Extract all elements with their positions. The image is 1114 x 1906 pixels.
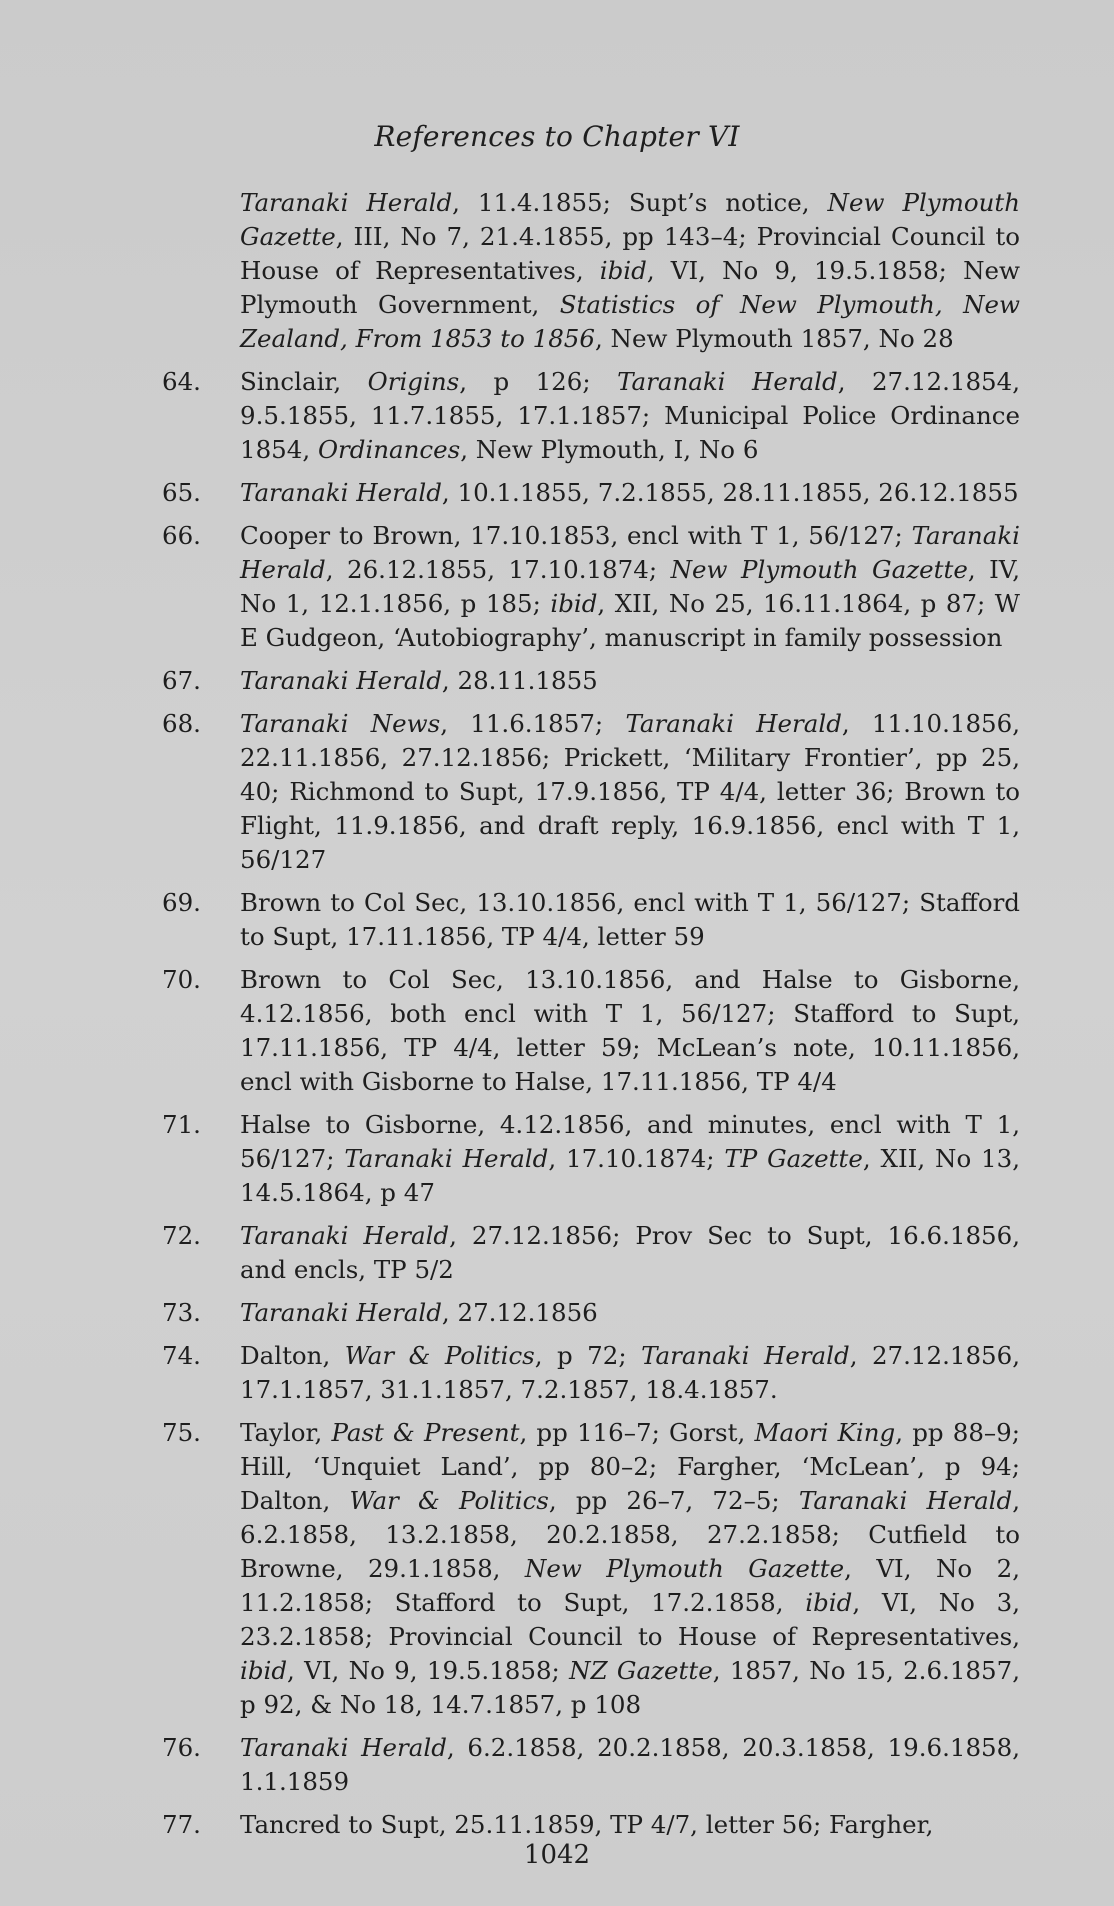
reference-item xyxy=(162,664,1020,698)
reference-text: Taranaki Herald, 28.11.1855 xyxy=(240,666,598,695)
reference-list xyxy=(162,186,1020,1851)
reference-item xyxy=(162,1108,1020,1210)
reference-item xyxy=(162,365,1020,467)
reference-text: Taranaki News, 11.6.1857; Taranaki Herald, 11.10.1856, 22.11.1856, 27.12.1856; Prickett, ‘Military Frontier’, pp 25, 40; Richmond to Supt, 17.9.1856, TP 4/4, letter 36; Brown to Flight, 11.9.1856, and draft reply, 16.9.1856, encl with T 1, 56/127 xyxy=(240,709,1020,874)
page-number: 1042 xyxy=(523,1840,591,1870)
reference-item xyxy=(162,476,1020,510)
reference-number: 68. xyxy=(162,709,201,738)
reference-item xyxy=(162,1339,1020,1407)
reference-number: 74. xyxy=(162,1341,201,1370)
reference-item xyxy=(162,886,1020,954)
reference-item xyxy=(162,1296,1020,1330)
reference-number: 73. xyxy=(162,1298,201,1327)
reference-text: Taranaki Herald, 11.4.1855; Supt’s notice, New Plymouth Gazette, III, No 7, 21.4.1855, pp 143–4; Provincial Council to House of Representatives, ibid, VI, No 9, 19.5.1858; New Plymouth Government, Statistics of New Plymouth, New Zealand, From 1853 to 1856, New Plymouth 1857, No 28 xyxy=(240,188,1021,353)
reference-item xyxy=(162,519,1020,655)
reference-number: 66. xyxy=(162,521,201,550)
reference-number: 69. xyxy=(162,888,201,917)
reference-text: Taranaki Herald, 27.12.1856; Prov Sec to Supt, 16.6.1856, and encls, TP 5/2 xyxy=(240,1221,1020,1284)
reference-number: 77. xyxy=(162,1810,201,1839)
reference-text: Taranaki Herald, 27.12.1856 xyxy=(240,1298,598,1327)
reference-number: 71. xyxy=(162,1110,201,1139)
reference-item xyxy=(162,707,1020,877)
running-head: References to Chapter VI xyxy=(374,120,740,153)
reference-number: 72. xyxy=(162,1221,201,1250)
reference-number: 67. xyxy=(162,666,201,695)
reference-text: Brown to Col Sec, 13.10.1856, and Halse to Gisborne, 4.12.1856, both encl with T 1, 56/127; Stafford to Supt, 17.11.1856, TP 4/4, letter 59; McLean’s note, 10.11.1856, encl with Gisborne to Halse, 17.11.1856, TP 4/4 xyxy=(240,965,1020,1096)
reference-text: Taranaki Herald, 10.1.1855, 7.2.1855, 28.11.1855, 26.12.1855 xyxy=(240,478,1019,507)
reference-item xyxy=(162,963,1020,1099)
reference-item xyxy=(162,1416,1020,1722)
reference-number: 65. xyxy=(162,478,201,507)
reference-text: Dalton, War & Politics, p 72; Taranaki Herald, 27.12.1856, 17.1.1857, 31.1.1857, 7.2.1857, 18.4.1857. xyxy=(240,1341,1021,1404)
reference-number: 76. xyxy=(162,1733,201,1762)
reference-number: 64. xyxy=(162,367,201,396)
reference-text: Cooper to Brown, 17.10.1853, encl with T 1, 56/127; Taranaki Herald, 26.12.1855, 17.10.1874; New Plymouth Gazette, IV, No 1, 12.1.1856, p 185; ibid, XII, No 25, 16.11.1864, p 87; W E Gudgeon, ‘Autobiography’, manuscript in family possession xyxy=(240,521,1020,652)
reference-item xyxy=(162,1731,1020,1799)
reference-text: Halse to Gisborne, 4.12.1856, and minutes, encl with T 1, 56/127; Taranaki Herald, 17.10.1874; TP Gazette, XII, No 13, 14.5.1864, p 47 xyxy=(240,1110,1021,1207)
reference-item xyxy=(162,1219,1020,1287)
reference-text: Sinclair, Origins, p 126; Taranaki Herald, 27.12.1854, 9.5.1855, 11.7.1855, 17.1.1857; Municipal Police Ordinance 1854, Ordinances, New Plymouth, I, No 6 xyxy=(240,367,1021,464)
reference-text: Tancred to Supt, 25.11.1859, TP 4/7, letter 56; Fargher, xyxy=(240,1810,934,1839)
reference-item xyxy=(162,186,1020,356)
reference-number: 70. xyxy=(162,965,201,994)
reference-item xyxy=(162,1808,1020,1842)
reference-text: Taylor, Past & Present, pp 116–7; Gorst, Maori King, pp 88–9; Hill, ‘Unquiet Land’, pp 80–2; Fargher, ‘McLean’, p 94; Dalton, War & Politics, pp 26–7, 72–5; Taranaki Herald, 6.2.1858, 13.2.1858, 20.2.1858, 27.2.1858; Cutfield to Browne, 29.1.1858, New Plymouth Gazette, VI, No 2, 11.2.1858; Stafford to Supt, 17.2.1858, ibid, VI, No 3, 23.2.1858; Provincial Council to House of Representatives, ibid, VI, No 9, 19.5.1858; NZ Gazette, 1857, No 15, 2.6.1857, p 92, & No 18, 14.7.1857, p 108 xyxy=(240,1418,1021,1719)
reference-number: 75. xyxy=(162,1418,201,1447)
reference-text: Taranaki Herald, 6.2.1858, 20.2.1858, 20.3.1858, 19.6.1858, 1.1.1859 xyxy=(240,1733,1021,1796)
reference-text: Brown to Col Sec, 13.10.1856, encl with T 1, 56/127; Stafford to Supt, 17.11.1856, TP 4/4, letter 59 xyxy=(240,888,1020,951)
